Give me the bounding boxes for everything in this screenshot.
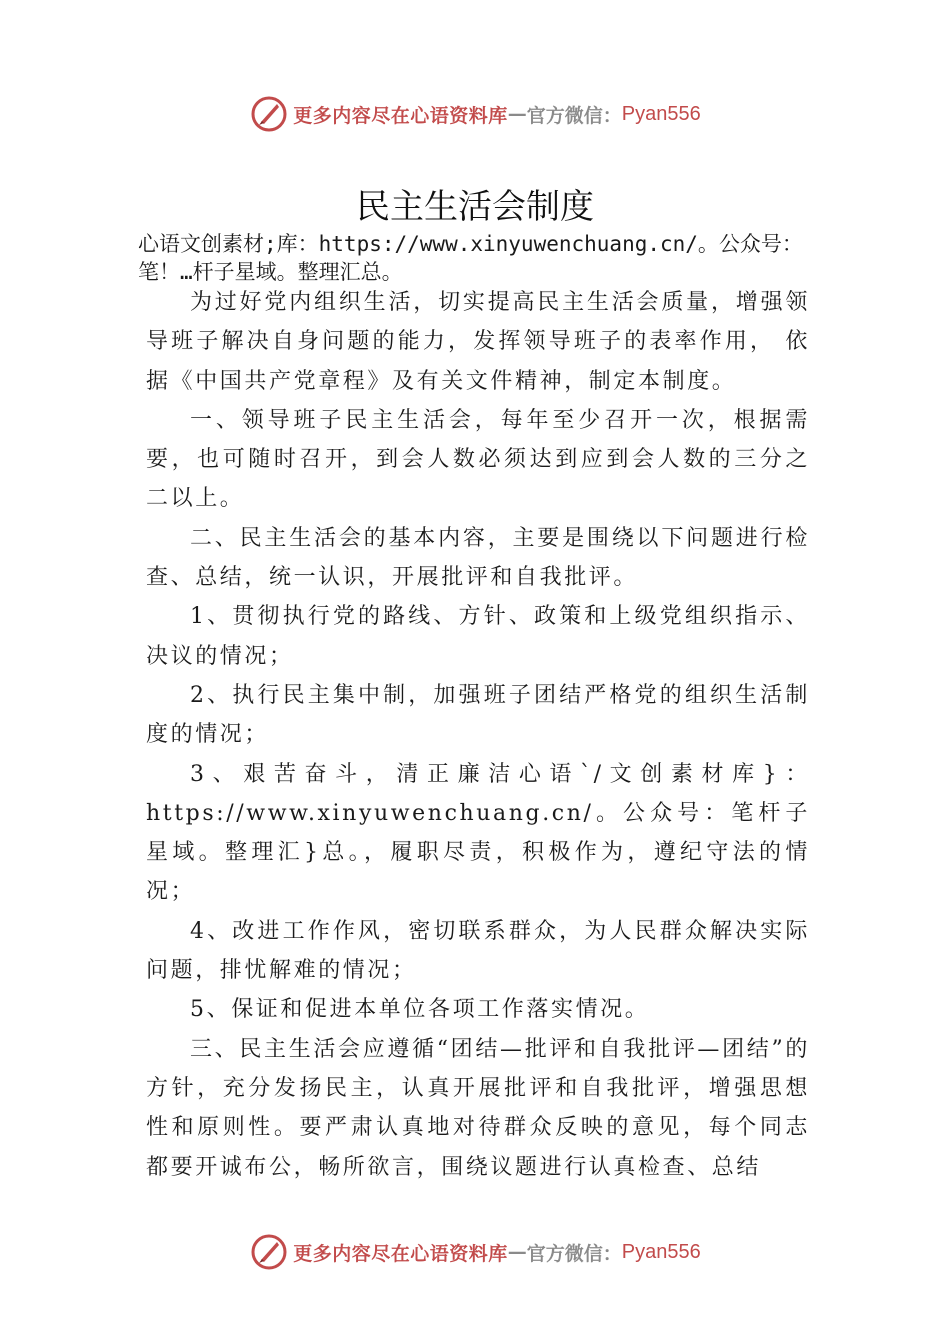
paragraph-section-3: 三、民主生活会应遵循“团结—批评和自我批评—团结”的方针，充分发扬民主，认真开展批评和自我批评，增强思想性和原则性。要严肃认真地对待群众反映的意见，每个同志都要开诚布公，畅所欲言，围绕议题进行认真检查、总结 bbox=[146, 1036, 810, 1180]
watermark-wechat-label: 官方微信： bbox=[526, 1242, 622, 1265]
paragraph-section-1: 一、领导班子民主生活会，每年至少召开一次，根据需要，也可随时召开，到会人数必须达到应到会人数的三分之二以上。 bbox=[146, 407, 810, 512]
watermark-separator: — bbox=[507, 1241, 527, 1263]
paragraph-item-1: 1、贯彻执行党的路线、方针、政策和上级党组织指示、决议的情况； bbox=[146, 604, 810, 669]
watermark-text: 更多内容尽在心语资料库 bbox=[293, 1242, 508, 1265]
source-note: 心语文创素材;库：https://www.xinyuwenchuang.cn/。公众号：笔！…杆子星域。整理汇总。 bbox=[138, 232, 803, 284]
document-title: 民主生活会制度 bbox=[356, 187, 594, 227]
watermark-wechat-id: Pyan556 bbox=[621, 102, 701, 125]
paragraph-item-3: 3、艰苦奋斗，清正廉洁心语`/文创素材库}：https://www.xinyuwenchuang.cn/。公众号：笔杆子星域。整理汇}总。，履职尽责，积极作为，遵纪守法的情况； bbox=[146, 761, 810, 905]
watermark-separator: — bbox=[507, 103, 527, 125]
paragraph-section-2: 二、民主生活会的基本内容，主要是围绕以下问题进行检查、总结，统一认识，开展批评和自我批评。 bbox=[146, 525, 810, 591]
watermark-text: 更多内容尽在心语资料库 bbox=[293, 104, 508, 127]
quill-pen-logo-icon bbox=[249, 1232, 289, 1272]
paragraph-item-5: 5、保证和促进本单位各项工作落实情况。 bbox=[190, 997, 650, 1023]
watermark-wechat-id: Pyan556 bbox=[621, 1240, 701, 1263]
footer-watermark bbox=[0, 1230, 950, 1274]
watermark-wechat-label: 官方微信： bbox=[526, 104, 622, 127]
document-body bbox=[146, 283, 810, 1187]
paragraph-intro: 为过好党内组织生活，切实提高民主生活会质量，增强领导班子解决自身问题的能力，发挥领导班子的表率作用， 依据《中国共产党章程》及有关文件精神，制定本制度。 bbox=[146, 290, 810, 394]
paragraph-item-4: 4、改进工作作风，密切联系群众，为人民群众解决实际问题，排忧解难的情况； bbox=[146, 918, 810, 984]
paragraph-item-2: 2、执行民主集中制，加强班子团结严格党的组织生活制度的情况； bbox=[146, 682, 810, 748]
header-watermark bbox=[0, 92, 950, 136]
quill-pen-logo-icon bbox=[249, 94, 289, 134]
